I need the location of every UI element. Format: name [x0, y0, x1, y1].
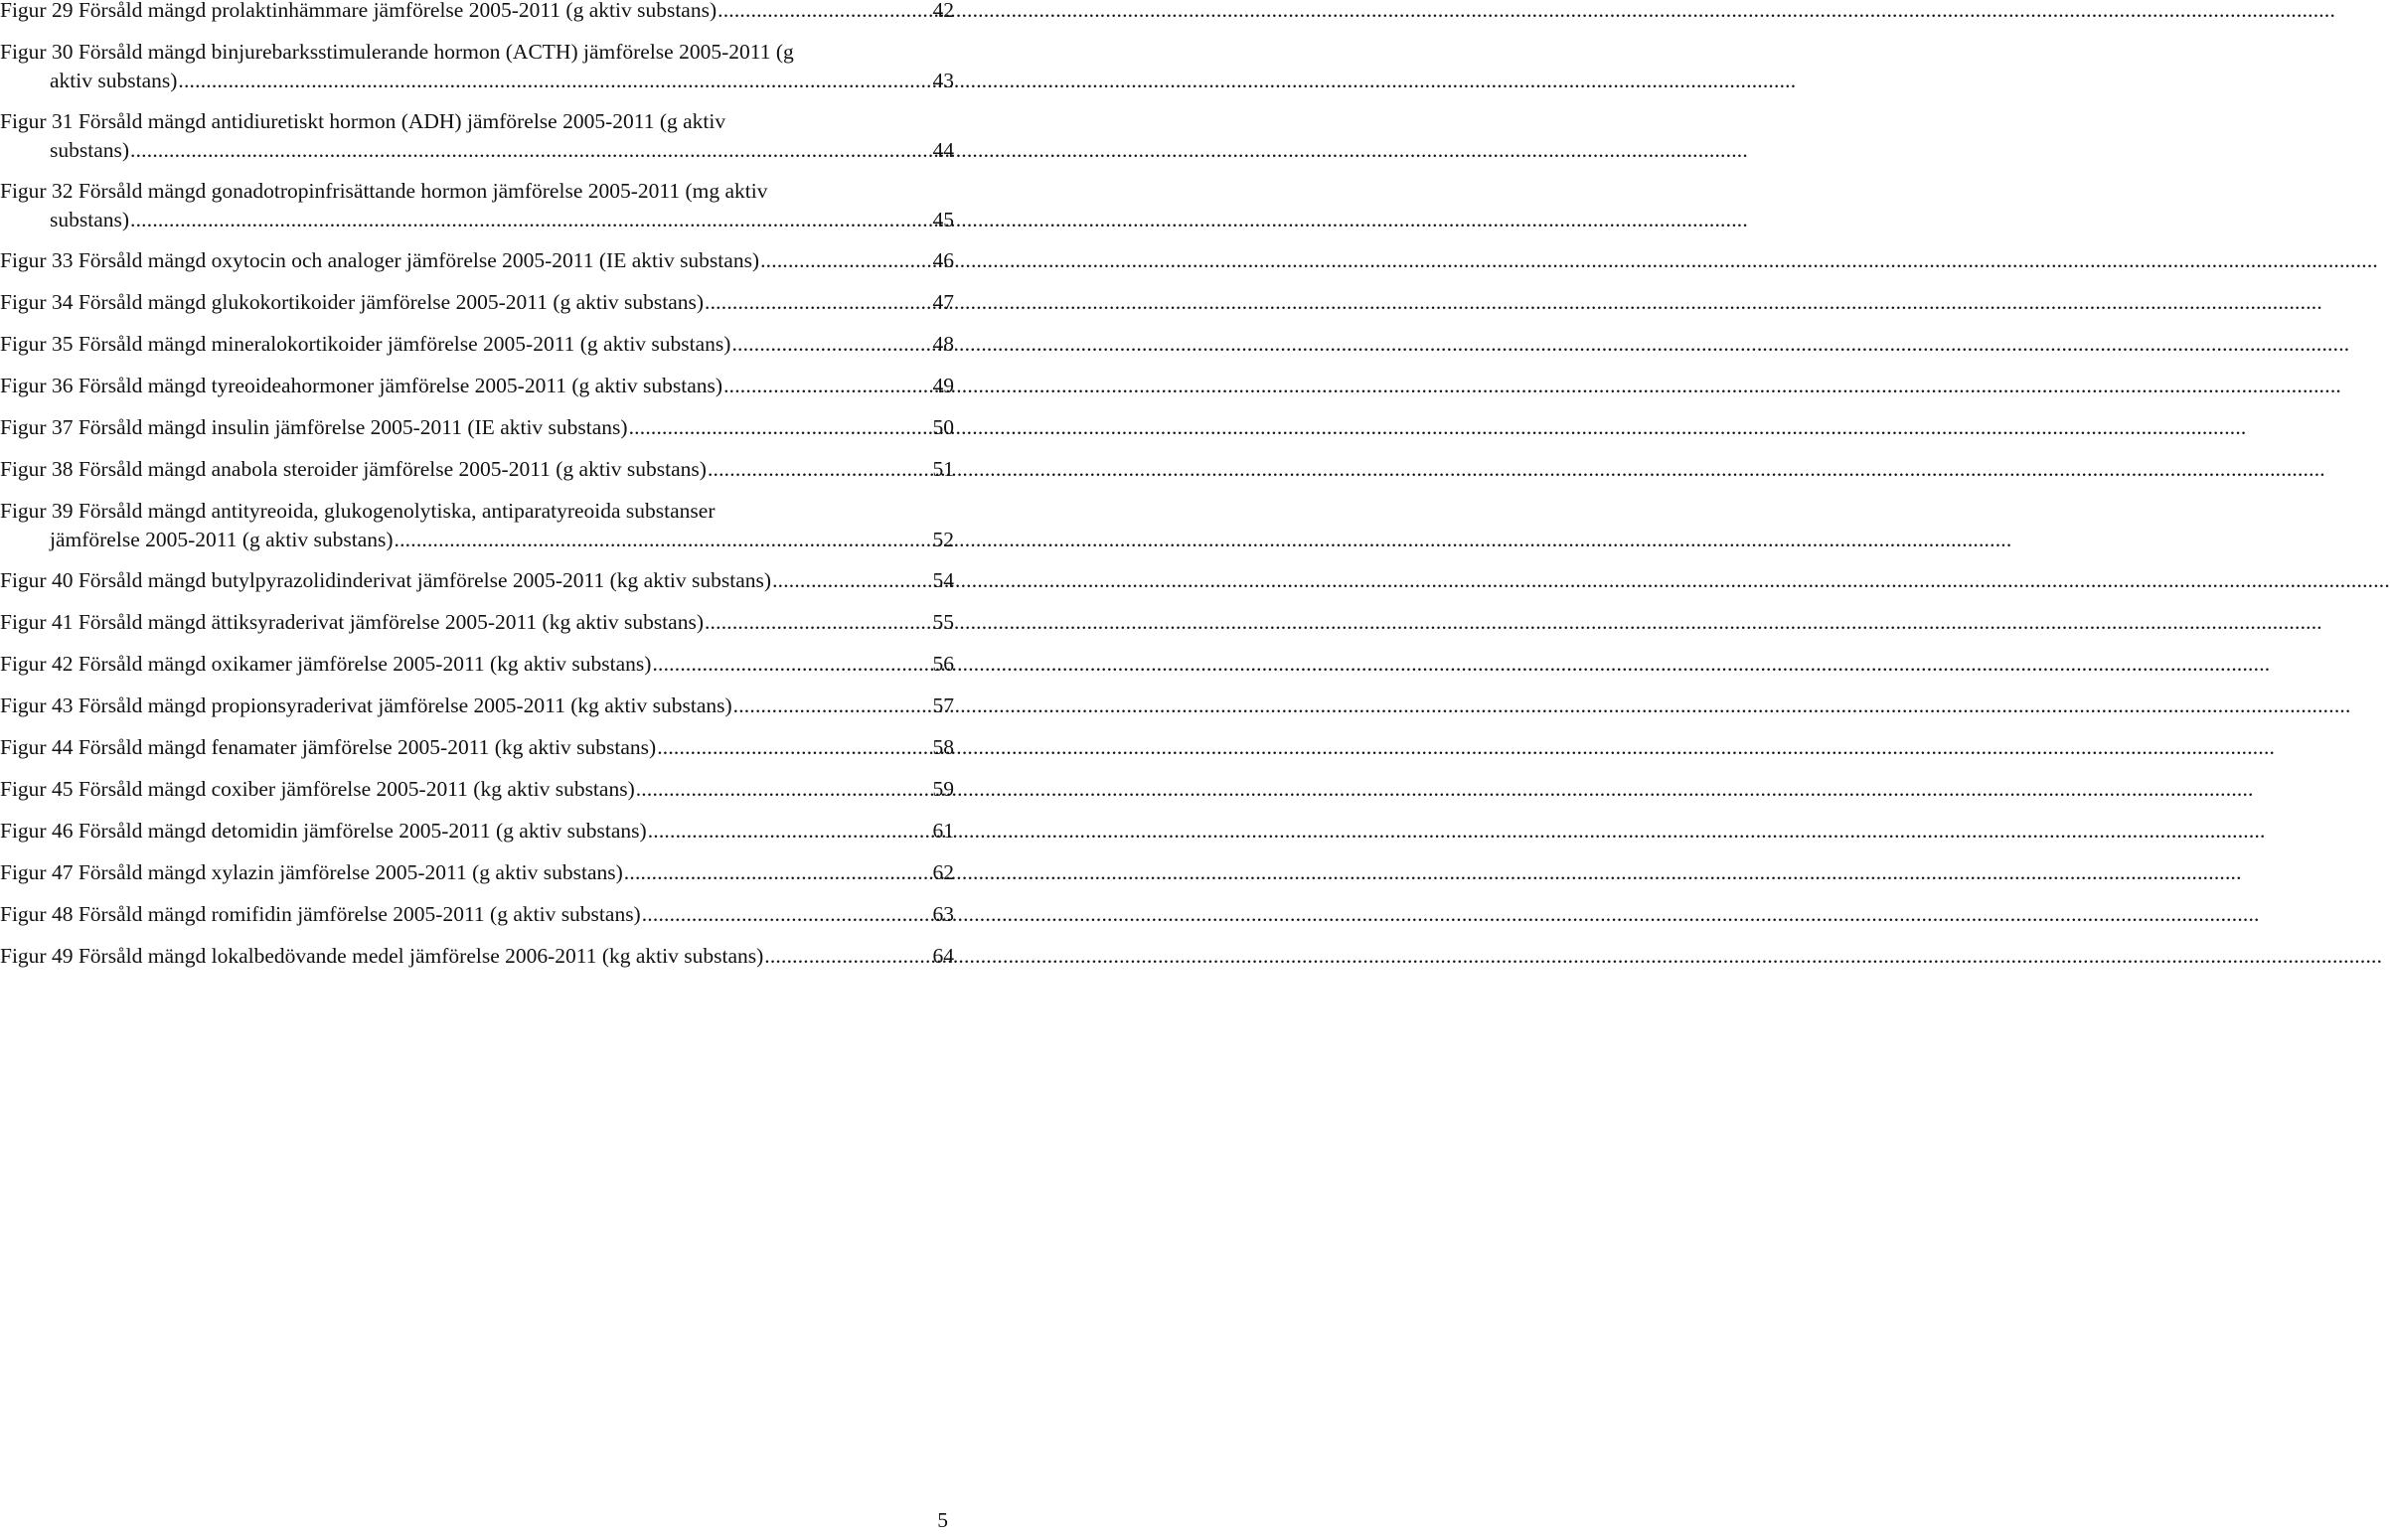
toc-entry-page: 55: [932, 610, 954, 634]
toc-entry-page: 63: [932, 902, 954, 926]
toc-entry-page: 57: [932, 693, 954, 717]
dot-leader: [731, 330, 931, 359]
toc-entry[interactable]: [0, 177, 954, 234]
toc-entry-page: 42: [932, 0, 954, 22]
dot-leader: [705, 608, 932, 637]
toc-entry[interactable]: [0, 246, 954, 275]
toc-entry-page: 49: [932, 374, 954, 397]
dot-leader: [642, 900, 932, 929]
toc-entry[interactable]: [0, 775, 954, 804]
dot-leader: [764, 942, 931, 971]
toc-entry-title: Figur 29 Försåld mängd prolaktinhämmare jämförelse 2005-2011 (g aktiv substans): [0, 0, 717, 22]
toc-entry-title: Figur 34 Försåld mängd glukokortikoider jämförelse 2005-2011 (g aktiv substans): [0, 290, 705, 314]
toc-entry-page: 62: [932, 860, 954, 884]
toc-entry[interactable]: [0, 413, 954, 442]
page-number: 5: [937, 1508, 948, 1532]
toc-entry[interactable]: [0, 372, 954, 400]
dot-leader: [629, 413, 932, 442]
toc-entry[interactable]: [0, 608, 954, 637]
toc-entry-title-continued: jämförelse 2005-2011 (g aktiv substans): [50, 528, 394, 551]
dot-leader: [705, 288, 931, 317]
toc-entry-page: 46: [932, 248, 954, 272]
toc-entry-page: 47: [932, 290, 954, 314]
toc-entry-page: 43: [932, 69, 954, 92]
dot-leader: [178, 67, 931, 95]
dot-leader: [624, 858, 932, 887]
toc-entry-title: Figur 36 Försåld mängd tyreoideahormoner jämförelse 2005-2011 (g aktiv substans): [0, 374, 723, 397]
toc-entry-title-continued: aktiv substans): [50, 69, 178, 92]
dot-leader: [636, 775, 932, 804]
dot-leader: [708, 455, 932, 484]
toc-entry-title: Figur 38 Försåld mängd anabola steroider jämförelse 2005-2011 (g aktiv substans): [0, 457, 707, 481]
dot-leader: [733, 692, 932, 720]
toc-entry-title: Figur 44 Försåld mängd fenamater jämförelse 2005-2011 (kg aktiv substans): [0, 735, 657, 759]
dot-leader: [395, 526, 932, 554]
toc-entry-title: Figur 33 Försåld mängd oxytocin och analoger jämförelse 2005-2011 (IE aktiv substans): [0, 248, 760, 272]
toc-entry-title: Figur 45 Försåld mängd coxiber jämförelse 2005-2011 (kg aktiv substans): [0, 777, 635, 801]
dot-leader: [130, 206, 931, 234]
toc-entry[interactable]: [0, 733, 954, 762]
toc-entry[interactable]: [0, 858, 954, 887]
toc-entry-page: 51: [932, 457, 954, 481]
dot-leader: [717, 0, 931, 25]
toc-entry-page: 44: [932, 138, 954, 162]
toc-entry-page: 64: [932, 944, 954, 968]
toc-entry-title-continued: substans): [50, 138, 130, 162]
dot-leader: [723, 372, 931, 400]
toc-entry-title: Figur 39 Försåld mängd antityreoida, glukogenolytiska, antiparatyreoida substanser: [0, 499, 716, 523]
toc-entry-title: Figur 46 Försåld mängd detomidin jämförelse 2005-2011 (g aktiv substans): [0, 819, 647, 843]
toc-entry[interactable]: [0, 650, 954, 679]
toc-entry[interactable]: [0, 107, 954, 165]
toc-entry-page: 59: [932, 777, 954, 801]
toc-entry-title: Figur 43 Försåld mängd propionsyraderivat jämförelse 2005-2011 (kg aktiv substans): [0, 693, 732, 717]
toc-entry-title: Figur 40 Försåld mängd butylpyrazolidinderivat jämförelse 2005-2011 (kg aktiv substans): [0, 568, 772, 592]
toc-entry-page: 50: [932, 415, 954, 439]
dot-leader: [648, 817, 932, 846]
toc-entry-title: Figur 49 Försåld mängd lokalbedövande medel jämförelse 2006-2011 (kg aktiv substans): [0, 944, 764, 968]
toc-entry[interactable]: [0, 38, 954, 95]
toc-entry[interactable]: [0, 497, 954, 554]
toc-entry-title: Figur 32 Försåld mängd gonadotropinfrisättande hormon jämförelse 2005-2011 (mg aktiv: [0, 179, 768, 203]
toc-entry-page: 61: [932, 819, 954, 843]
dot-leader: [760, 246, 931, 275]
toc-entry-page: 54: [932, 568, 954, 592]
toc-entry-title-continued: substans): [50, 208, 130, 231]
toc-entry[interactable]: [0, 900, 954, 929]
toc-entry-page: 52: [932, 528, 954, 551]
toc-entry-title: Figur 31 Försåld mängd antidiuretiskt hormon (ADH) jämförelse 2005-2011 (g aktiv: [0, 109, 726, 133]
toc-entry-title: Figur 37 Försåld mängd insulin jämförelse 2005-2011 (IE aktiv substans): [0, 415, 628, 439]
dot-leader: [652, 650, 931, 679]
toc-entry-title: Figur 41 Försåld mängd ättiksyraderivat jämförelse 2005-2011 (kg aktiv substans): [0, 610, 704, 634]
toc-entry[interactable]: [0, 288, 954, 317]
toc-entry-page: 45: [932, 208, 954, 231]
toc-entry-title: Figur 48 Försåld mängd romifidin jämförelse 2005-2011 (g aktiv substans): [0, 902, 641, 926]
toc-entry[interactable]: [0, 330, 954, 359]
toc-entry-page: 58: [932, 735, 954, 759]
toc-entry[interactable]: [0, 942, 954, 971]
dot-leader: [130, 136, 931, 165]
toc-entry-title: Figur 42 Försåld mängd oxikamer jämförelse 2005-2011 (kg aktiv substans): [0, 652, 652, 676]
toc-entry-page: 48: [932, 332, 954, 356]
toc-entry-title: Figur 47 Försåld mängd xylazin jämförelse 2005-2011 (g aktiv substans): [0, 860, 623, 884]
toc-entry[interactable]: [0, 0, 954, 25]
toc-entry-page: 56: [932, 652, 954, 676]
dot-leader: [772, 566, 931, 595]
toc-entry[interactable]: [0, 817, 954, 846]
toc-entry[interactable]: [0, 692, 954, 720]
dot-leader: [657, 733, 931, 762]
toc-entry[interactable]: [0, 455, 954, 484]
toc-entry-title: Figur 35 Försåld mängd mineralokortikoider jämförelse 2005-2011 (g aktiv substans): [0, 332, 731, 356]
toc-entry-title: Figur 30 Försåld mängd binjurebarksstimulerande hormon (ACTH) jämförelse 2005-2011 (g: [0, 40, 794, 64]
toc-entry[interactable]: [0, 566, 954, 595]
